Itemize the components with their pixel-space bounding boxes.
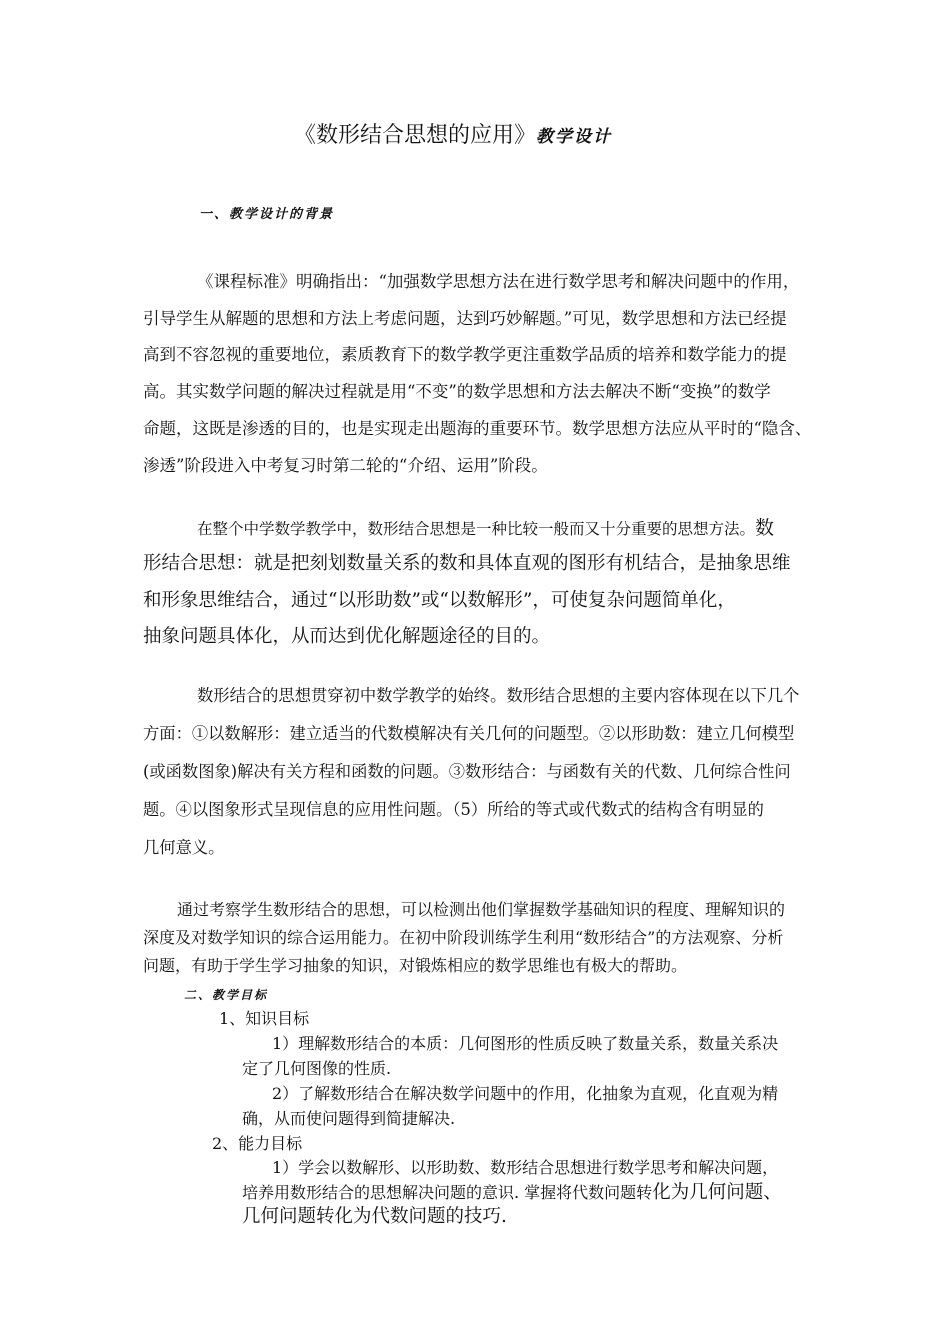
para4-line: 深度及对数学知识的综合运用能力。在初中阶段训练学生利用“数形结合”的方法观察、分析 — [143, 928, 784, 947]
para2-line — [197, 519, 774, 538]
para1-line: 高到不容忽视的重要地位，素质教育下的数学教学更注重数学品质的培养和数学能力的提 — [143, 345, 787, 364]
para3-line: (或函数图象)解决有关方程和函数的问题。③数形结合：与函数有关的代数、几何综合性问 — [143, 762, 791, 781]
goal1-item: 定了几何图像的性质. — [242, 1059, 392, 1078]
para4-line: 通过考察学生数形结合的思想，可以检测出他们掌握数学基础知识的程度、理解知识的 — [177, 900, 786, 919]
para2-lead-end: 数 — [755, 517, 775, 539]
title-suffix: 教学设计 — [536, 127, 613, 147]
goal1-item: 确，从而使问题得到简捷解决. — [242, 1109, 456, 1128]
goal1-item: 1）理解数形结合的本质：几何图形的性质反映了数量关系，数量关系决 — [272, 1034, 779, 1053]
para2-lead: 在整个中学数学教学中，数形结合思想是一种比较一般而又十分重要的思想方法。 — [197, 520, 756, 538]
goal1-item: 2）了解数形结合在解决数学问题中的作用，化抽象为直观，化直观为精 — [272, 1084, 779, 1103]
para1-line: 引导学生从解题的思想和方法上考虑问题，达到巧妙解题。”可见，数学思想和方法已经提 — [143, 309, 787, 328]
para3-line: 题。④以图象形式呈现信息的应用性问题。（5）所给的等式或代数式的结构含有明显的 — [143, 800, 764, 819]
section1-heading: 一、教学设计的背景 — [199, 207, 335, 222]
para2-line: 抽象问题具体化，从而达到优化解题途径的目的。 — [143, 626, 551, 647]
goal2-item-part: 培养用数形结合的思想解决问题的意识. 掌握将代数问题转 — [242, 1183, 653, 1202]
goal2-item-part-large: 化为几何问题、 — [652, 1182, 782, 1203]
section2-heading: 二、教学目标 — [184, 988, 269, 1002]
document-title — [294, 125, 612, 147]
para4-line: 问题，有助于学生学习抽象的知识，对锻炼相应的数学思维也有极大的帮助。 — [143, 956, 688, 975]
para3-line: 几何意义。 — [143, 838, 225, 857]
goal2-item — [242, 1184, 782, 1203]
goal2-item: 几何问题转化为代数问题的技巧. — [242, 1206, 507, 1227]
goal2-item: 1）学会以数解形、以形助数、数形结合思想进行数学思考和解决问题， — [272, 1158, 779, 1177]
para2-line: 和形象思维结合，通过“以形助数”或“以数解形”，可使复杂问题简单化， — [143, 590, 736, 611]
para3-line: 数形结合的思想贯穿初中数学教学的始终。数形结合思想的主要内容体现在以下几个 — [197, 686, 800, 705]
goal1-title: 1、知识目标 — [219, 1009, 310, 1028]
para1-line: 命题，这既是渗透的目的，也是实现走出题海的重要环节。数学思想方法应从平时的“隐含、 — [143, 419, 812, 438]
title-main: 《数形结合思想的应用》 — [294, 123, 537, 148]
goal2-title: 2、能力目标 — [212, 1134, 303, 1153]
para1-line: 渗透”阶段进入中考复习时第二轮的“介绍、运用”阶段。 — [143, 456, 548, 475]
para1-line: 高。其实数学问题的解决过程就是用“不变”的数学思想和方法去解决不断“变换”的数学 — [143, 382, 771, 401]
para2-line: 形结合思想：就是把刻划数量关系的数和具体直观的图形有机结合，是抽象思维 — [143, 553, 791, 574]
para3-line: 方面：①以数解形：建立适当的代数模解决有关几何的问题型。②以形助数：建立几何模型 — [143, 724, 795, 743]
para1-line: 《课程标准》明确指出：“加强数学思想方法在进行数学思考和解决问题中的作用， — [197, 272, 800, 291]
